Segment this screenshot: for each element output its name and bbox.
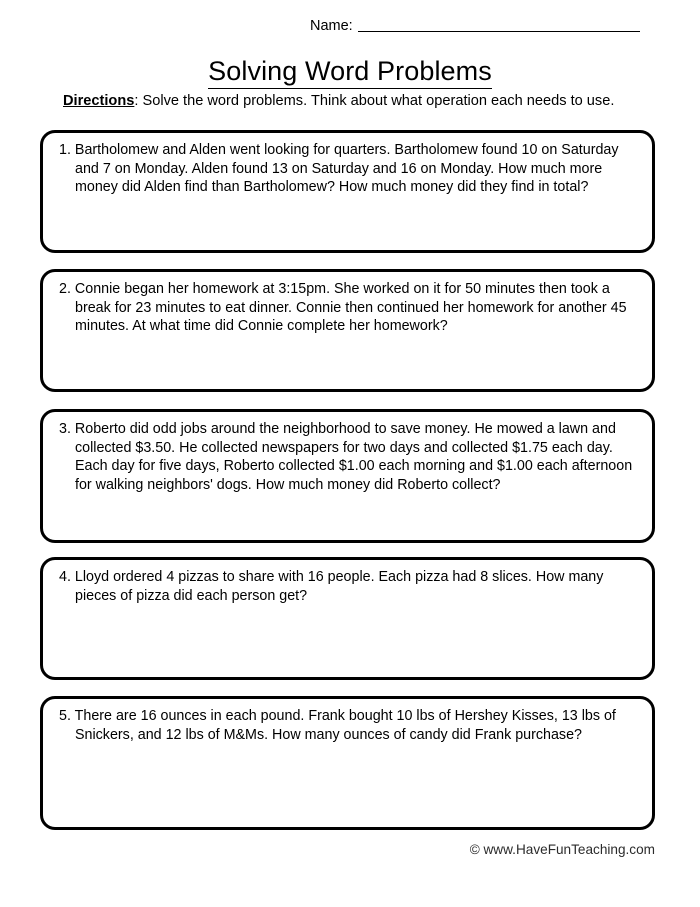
problem-number-3: 3. [59,421,71,437]
problem-body-2: Connie began her homework at 3:15pm. She worked on it for 50 minutes then took a break for 23 minutes to eat dinner. Connie then continued her homework for another 45 minutes. At what time did Connie complete her homework? [74,281,627,335]
problem-box-2[interactable] [40,269,655,392]
problem-number-1: 1. [59,142,71,158]
problem-body-4: Lloyd ordered 4 pizzas to share with 16 people. Each pizza had 8 slices. How many pieces of pizza did each person get? [74,569,604,604]
directions [63,92,663,111]
footer-copyright: © www.HaveFunTeaching.com [469,842,655,857]
problem-body-3: Roberto did odd jobs around the neighborhood to save money. He mowed a lawn and collected $3.50. He collected newspapers for two days and collected $1.75 each day. Each day for five days, Roberto collected $1.00 each morning and $1.00 each afternoon for walking neighbors' dogs. How much money did Roberto collect? [74,421,633,493]
problem-box-4[interactable] [40,557,655,680]
name-write-line[interactable] [358,31,640,32]
problem-body-1: Bartholomew and Alden went looking for quarters. Bartholomew found 10 on Saturday and 7 on Monday. Alden found 13 on Saturday and 16 on Monday. How much more money did Alden find than Bartholomew? How much money did they find in total? [74,142,619,196]
page-title-text: Solving Word Problems [208,56,492,89]
directions-text: : Solve the word problems. Think about what operation each needs to use. [134,93,615,109]
problem-text-2 [59,280,640,336]
page-title [0,56,700,89]
problem-text-4 [59,568,640,605]
directions-label: Directions [63,93,135,109]
problem-number-4: 4. [59,569,71,585]
problem-number-2: 2. [59,281,71,297]
problem-box-1[interactable] [40,130,655,253]
problem-box-5[interactable] [40,696,655,830]
problem-body-5: There are 16 ounces in each pound. Frank bought 10 lbs of Hershey Kisses, 13 lbs of Snickers, and 12 lbs of M&Ms. How many ounces of candy did Frank purchase? [74,708,616,743]
problem-text-5 [59,707,640,744]
problem-text-3 [59,420,640,494]
name-field-row [310,18,640,35]
problem-box-3[interactable] [40,409,655,543]
problem-number-5: 5. [59,708,71,724]
name-label: Name: [310,18,353,34]
problem-text-1 [59,141,640,197]
